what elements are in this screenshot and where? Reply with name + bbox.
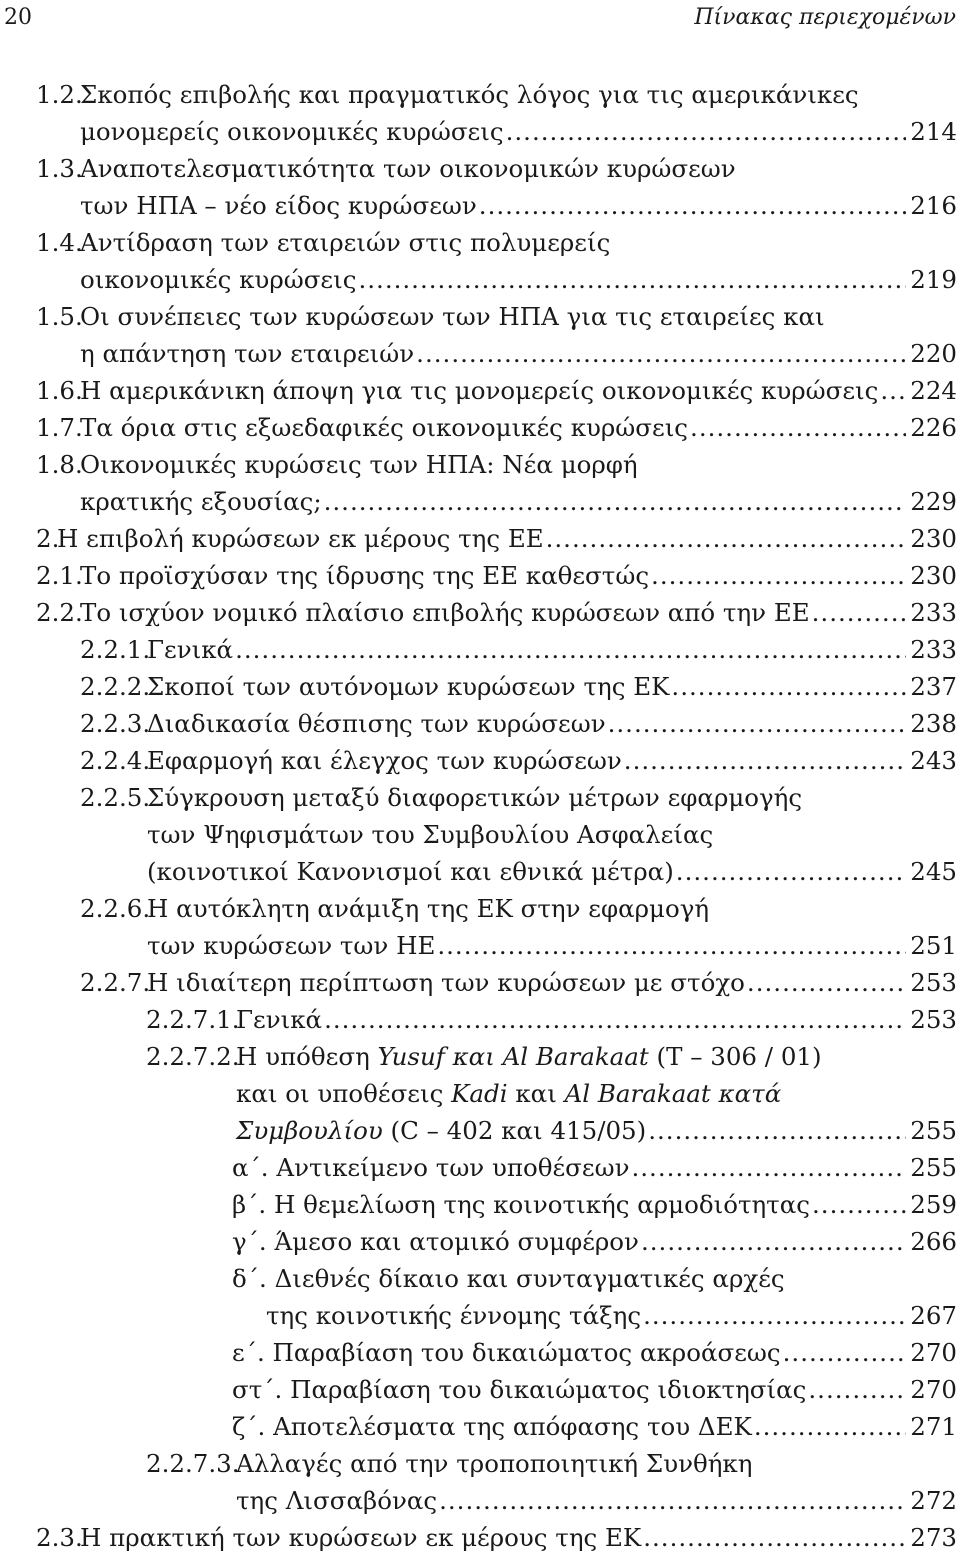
toc-entry-number: 2.2.4. [80, 746, 151, 775]
dot-leader [783, 1334, 907, 1371]
toc-entry-title: οικονομικές κυρώσεις [80, 265, 357, 294]
toc-entry [0, 446, 960, 483]
toc-entry-number: 2.2.7.2. [146, 1042, 240, 1071]
toc-entry-title [236, 1075, 781, 1112]
running-title: Πίνακας περιεχομένων [694, 5, 956, 30]
toc-page-number: 224 [910, 376, 957, 405]
toc-entry [0, 1482, 960, 1519]
toc-entry [0, 594, 960, 631]
toc-entry-title: Σκοπός επιβολής και πραγματικός λόγος για τις αμερικάνικες [80, 80, 859, 109]
toc-page-number: 229 [910, 487, 957, 516]
toc-entry-number: 2.2.7. [80, 968, 151, 997]
toc-entry [0, 261, 960, 298]
dot-leader [358, 261, 906, 298]
toc-entry [0, 150, 960, 187]
toc-entry-number: 2.2.5. [80, 783, 151, 812]
toc-entry-title: Γενικά [147, 635, 234, 664]
toc-entry-title: Γενικά [236, 1005, 323, 1034]
toc-entry [0, 1260, 960, 1297]
dot-leader [479, 187, 906, 224]
toc-entry [0, 1408, 960, 1445]
toc-page-number: 251 [910, 931, 957, 960]
toc-entry [0, 335, 960, 372]
toc-entry [0, 1223, 960, 1260]
toc-page-number: 216 [910, 191, 957, 220]
toc-entry-number: 2.3. [36, 1523, 83, 1552]
dot-leader [324, 1001, 906, 1038]
toc-entry [0, 1112, 960, 1149]
dot-leader [437, 927, 906, 964]
dot-leader [631, 1149, 906, 1186]
page-header [0, 0, 960, 40]
dot-leader [416, 335, 906, 372]
toc-entry-title: Αλλαγές από την τροποποιητική Συνθήκη [236, 1449, 753, 1478]
toc-entry [0, 853, 960, 890]
toc-page-number: 255 [910, 1153, 957, 1182]
toc-page-number: 266 [910, 1227, 957, 1256]
toc-entry [0, 1519, 960, 1556]
toc-entry-number: 2.2.2. [80, 672, 151, 701]
toc-entry-title: α΄. Αντικείμενο των υποθέσεων [232, 1153, 630, 1182]
toc-entry-number: 2.2.7.3. [146, 1449, 240, 1478]
toc-entry-number: 1.5. [36, 302, 83, 331]
dot-leader [676, 853, 906, 890]
toc-entry-number: 2. [36, 524, 60, 553]
toc-entry-title: Σκοποί των αυτόνομων κυρώσεων της ΕΚ [147, 672, 670, 701]
toc-entry-number: 1.2. [36, 80, 83, 109]
toc-page-number: 230 [910, 561, 957, 590]
toc-entry-number: 2.2.7.1. [146, 1005, 240, 1034]
toc-page-number: 243 [910, 746, 957, 775]
italic-case-name: Συμβουλίου [236, 1116, 383, 1145]
toc-page-number: 219 [910, 265, 957, 294]
dot-leader [671, 668, 906, 705]
dot-leader [643, 1297, 906, 1334]
toc-page-number: 271 [910, 1412, 957, 1441]
toc-entry-title [236, 1112, 646, 1149]
dot-leader [546, 520, 907, 557]
toc-entry-number: 1.3. [36, 154, 83, 183]
toc-entry-title: η απάντηση των εταιρειών [80, 339, 415, 368]
toc-page-number: 238 [910, 709, 957, 738]
toc-entry-title: μονομερείς οικονομικές κυρώσεις [80, 117, 504, 146]
dot-leader [651, 557, 906, 594]
italic-case-name: Al Barakaat κατά [564, 1079, 782, 1108]
dot-leader [439, 1482, 906, 1519]
toc-entry-title: β΄. Η θεμελίωση της κοινοτικής αρμοδιότητας [232, 1190, 810, 1219]
toc-entry [0, 113, 960, 150]
toc-page-number: 255 [910, 1116, 957, 1145]
toc-entry-title: δ΄. Διεθνές δίκαιο και συνταγματικές αρχές [232, 1264, 785, 1293]
title-segment: Η υπόθεση [236, 1042, 378, 1071]
toc-entry [0, 779, 960, 816]
toc-entry [0, 1186, 960, 1223]
dot-leader [643, 1519, 906, 1556]
toc-entry-title: Το ισχύον νομικό πλαίσιο επιβολής κυρώσεων από την ΕΕ [80, 598, 810, 627]
toc-entry [0, 483, 960, 520]
toc-page-number: 273 [910, 1523, 957, 1552]
toc-entry-number: 1.7. [36, 413, 83, 442]
toc-entry-title: ε΄. Παραβίαση του δικαιώματος ακροάσεως [232, 1338, 781, 1367]
toc-entry-title: Τα όρια στις εξωεδαφικές οικονομικές κυρώσεις [80, 413, 689, 442]
toc-entry [0, 1075, 960, 1112]
toc-entry-number: 2.2.3. [80, 709, 151, 738]
toc-entry-title: γ΄. Άμεσο και ατομικό συμφέρον [232, 1227, 639, 1256]
toc-entry [0, 1297, 960, 1334]
toc-entry [0, 187, 960, 224]
toc-entry-title: Σύγκρουση μεταξύ διαφορετικών μέτρων εφαρμογής [147, 783, 803, 812]
dot-leader [235, 631, 906, 668]
toc-entry-title: Η αμερικάνικη άποψη για τις μονομερείς οικονομικές κυρώσεις [80, 376, 879, 405]
page-number: 20 [4, 5, 32, 30]
toc-entry [0, 631, 960, 668]
toc-entry-title: Αντίδραση των εταιρειών στις πολυμερείς [80, 228, 611, 257]
dot-leader [648, 1112, 906, 1149]
dot-leader [808, 1371, 906, 1408]
toc-entry-number: 2.2. [36, 598, 83, 627]
toc-entry [0, 668, 960, 705]
toc-entry [0, 705, 960, 742]
toc-entry-number: 1.4. [36, 228, 83, 257]
dot-leader [506, 113, 907, 150]
italic-case-name: Kadi [451, 1079, 508, 1108]
toc-entry-number: 1.6. [36, 376, 83, 405]
toc-entry [0, 890, 960, 927]
toc-page-number: 270 [910, 1338, 957, 1367]
toc-entry [0, 927, 960, 964]
toc-page-number: 270 [910, 1375, 957, 1404]
toc-entry-title: της Λισσαβόνας [236, 1486, 438, 1515]
toc-entry-number: 1.8. [36, 450, 83, 479]
toc-entry-title: των Ψηφισμάτων του Συμβουλίου Ασφαλείας [147, 820, 714, 849]
dot-leader [324, 483, 907, 520]
toc-entry [0, 298, 960, 335]
toc-page-number: 220 [910, 339, 957, 368]
title-segment: (C – 402 και 415/05) [382, 1116, 647, 1145]
toc-entry-title: Η αυτόκλητη ανάμιξη της ΕΚ στην εφαρμογή [147, 894, 710, 923]
dot-leader [624, 742, 906, 779]
dot-leader [641, 1223, 906, 1260]
dot-leader [608, 705, 907, 742]
toc-entry [0, 1371, 960, 1408]
toc-entry [0, 964, 960, 1001]
toc-entry [0, 372, 960, 409]
toc-entry-title: Η πρακτική των κυρώσεων εκ μέρους της ΕΚ [80, 1523, 642, 1552]
toc-entry-title: των κυρώσεων των ΗΕ [147, 931, 436, 960]
toc-entry-title: Το προϊσχύσαν της ίδρυσης της ΕΕ καθεστώς [80, 561, 650, 590]
table-of-contents [0, 76, 960, 1556]
toc-entry-title: Οικονομικές κυρώσεις των ΗΠΑ: Νέα μορφή [80, 450, 638, 479]
toc-entry-title: κρατικής εξουσίας; [80, 487, 322, 516]
toc-page-number: 237 [910, 672, 957, 701]
toc-entry-title: Αναποτελεσματικότητα των οικονομικών κυρώσεων [80, 154, 736, 183]
toc-page-number: 272 [910, 1486, 957, 1515]
toc-entry [0, 557, 960, 594]
dot-leader [812, 1186, 906, 1223]
toc-entry [0, 816, 960, 853]
toc-page-number: 267 [910, 1301, 957, 1330]
dot-leader [812, 594, 907, 631]
toc-entry-title: των ΗΠΑ – νέο είδος κυρώσεων [80, 191, 477, 220]
toc-entry-title: Οι συνέπειες των κυρώσεων των ΗΠΑ για τις εταιρείες και [80, 302, 825, 331]
toc-entry-title: της κοινοτικής έννομης τάξης [266, 1301, 642, 1330]
toc-entry-title: στ΄. Παραβίαση του δικαιώματος ιδιοκτησίας [232, 1375, 807, 1404]
title-segment: και οι υποθέσεις [236, 1079, 452, 1108]
title-segment: (Τ – 306 / 01) [648, 1042, 822, 1071]
toc-entry [0, 1149, 960, 1186]
toc-page-number: 259 [910, 1190, 957, 1219]
dot-leader [747, 964, 906, 1001]
toc-entry-title: ζ΄. Αποτελέσματα της απόφασης του ΔΕΚ [232, 1412, 752, 1441]
toc-page-number: 253 [910, 1005, 957, 1034]
toc-page-number: 226 [910, 413, 957, 442]
toc-page-number: 230 [910, 524, 957, 553]
toc-entry-title: Εφαρμογή και έλεγχος των κυρώσεων [147, 746, 622, 775]
toc-entry-number: 2.2.1. [80, 635, 151, 664]
toc-entry [0, 224, 960, 261]
toc-entry-title: (κοινοτικοί Κανονισμοί και εθνικά μέτρα) [147, 857, 674, 886]
toc-page-number: 233 [910, 635, 957, 664]
toc-entry [0, 409, 960, 446]
toc-entry [0, 1445, 960, 1482]
dot-leader [754, 1408, 906, 1445]
toc-page-number: 214 [910, 117, 957, 146]
toc-entry-title [236, 1038, 822, 1075]
toc-entry-number: 2.2.6. [80, 894, 151, 923]
toc-page-number: 233 [910, 598, 957, 627]
toc-entry-title: Η ιδιαίτερη περίπτωση των κυρώσεων με στόχο [147, 968, 745, 997]
toc-entry-title: Διαδικασία θέσπισης των κυρώσεων [147, 709, 606, 738]
toc-entry [0, 1038, 960, 1075]
toc-entry [0, 1001, 960, 1038]
toc-entry [0, 76, 960, 113]
toc-page-number: 253 [910, 968, 957, 997]
italic-case-name: Yusuf και Al Barakaat [377, 1042, 649, 1071]
toc-entry [0, 742, 960, 779]
dot-leader [880, 372, 906, 409]
dot-leader [690, 409, 906, 446]
toc-entry-number: 2.1. [36, 561, 83, 590]
toc-entry-title: Η επιβολή κυρώσεων εκ μέρους της ΕΕ [57, 524, 544, 553]
title-segment: και [507, 1079, 565, 1108]
toc-page-number: 245 [910, 857, 957, 886]
toc-entry [0, 520, 960, 557]
toc-entry [0, 1334, 960, 1371]
